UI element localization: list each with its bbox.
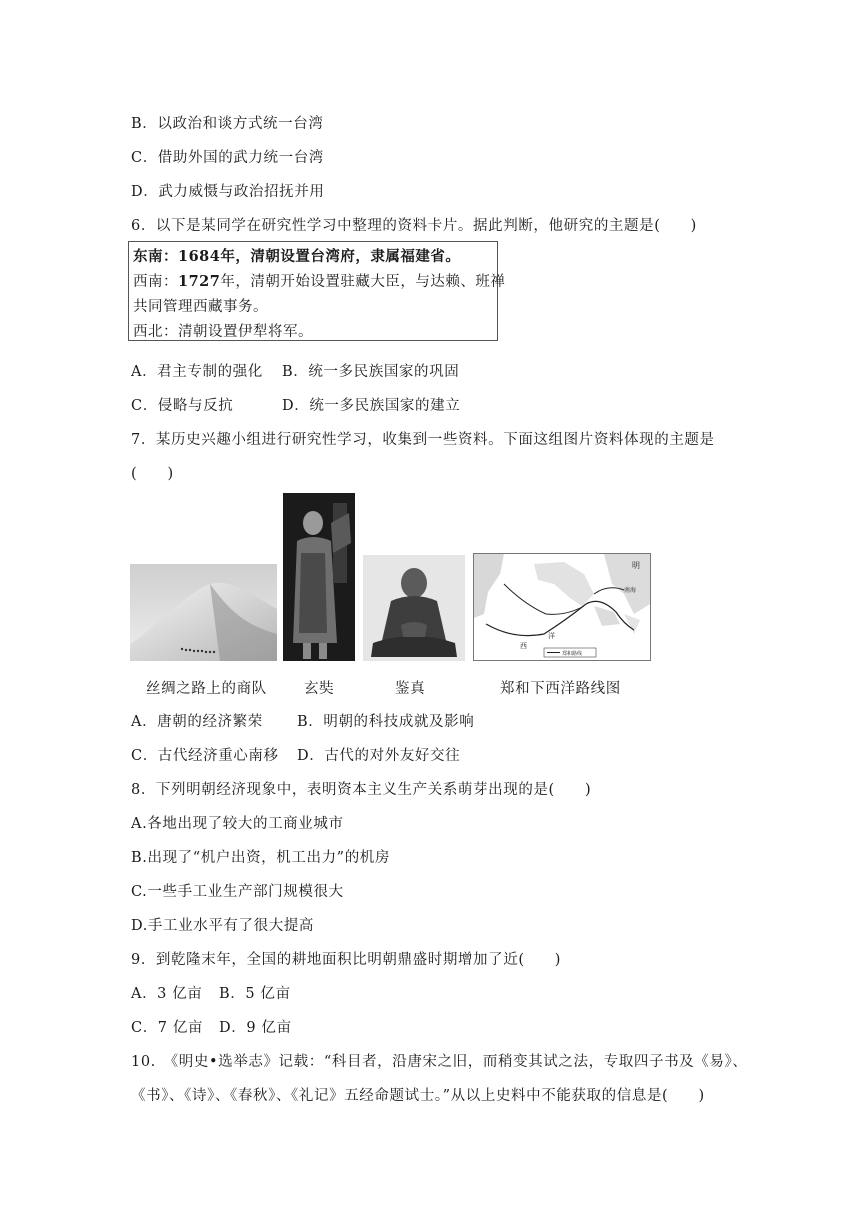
q7-stem: 7．某历史兴趣小组进行研究性学习，收集到一些资料。下面这组图片资料体现的主题是	[131, 432, 715, 448]
caption-zhenghe: 郑和下西洋路线图	[500, 681, 621, 697]
q8-option-a: A.各地出现了较大的工商业城市	[131, 816, 344, 832]
card-line-2: 西南：1727年，清朝开始设置驻藏大臣，与达赖、班禅	[133, 273, 506, 290]
card-line-1: 东南：1684年，清朝设置台湾府，隶属福建省。	[133, 248, 461, 265]
map-label-nanhai: 南海	[624, 587, 637, 594]
q6-option-c: C．侵略与反抗	[131, 398, 234, 414]
card-line-3: 共同管理西藏事务。	[133, 299, 268, 315]
jianzhen-image	[363, 555, 465, 661]
zheng-he-route-map	[473, 553, 651, 661]
card-line-4: 西北：清朝设置伊犁将军。	[133, 324, 313, 340]
q5-option-b: B．以政治和谈方式统一台湾	[131, 116, 324, 132]
map-label-yang: 洋	[548, 632, 555, 640]
q8-option-d: D.手工业水平有了很大提高	[131, 918, 315, 934]
q7-option-b: B．明朝的科技成就及影响	[297, 714, 475, 730]
caption-jianzhen: 鉴真	[395, 681, 426, 697]
q8-stem: 8．下列明朝经济现象中，表明资本主义生产关系萌芽出现的是( )	[131, 782, 592, 798]
q8-option-c: C.一些手工业生产部门规模很大	[131, 884, 344, 900]
q9-option-b: B．5 亿亩	[219, 986, 291, 1002]
q6-option-d: D．统一多民族国家的建立	[282, 398, 461, 414]
map-legend-text: 郑和路线	[562, 651, 583, 657]
q9-option-a: A．3 亿亩	[131, 986, 203, 1002]
caption-xuanzang: 玄奘	[304, 681, 335, 697]
q7-paren: ( )	[131, 466, 174, 482]
q6-material-card	[128, 241, 506, 341]
q5-option-c: C．借助外国的武力统一台湾	[131, 150, 324, 166]
q9-option-c: C．7 亿亩	[131, 1020, 204, 1036]
caption-caravan: 丝绸之路上的商队	[146, 681, 267, 697]
q7-option-c: C．古代经济重心南移	[131, 748, 279, 764]
q9-option-d: D．9 亿亩	[219, 1020, 292, 1036]
q7-option-a: A．唐朝的经济繁荣	[131, 714, 263, 730]
q10-stem-line-1: 10. 《明史•选举志》记载：“科目者，沿唐宋之旧，而稍变其试之法，专取四子书及《易》、	[131, 1054, 748, 1070]
xuanzang-image	[283, 493, 355, 661]
map-label-ming: 明	[632, 561, 640, 570]
q5-option-d: D．武力威慑与政治招抚并用	[131, 184, 325, 200]
q8-option-b: B.出现了“机户出资，机工出力”的机房	[131, 850, 390, 866]
q9-stem: 9．到乾隆末年，全国的耕地面积比明朝鼎盛时期增加了近( )	[131, 952, 562, 968]
q7-option-d: D．古代的对外友好交往	[297, 748, 461, 764]
q6-stem: 6．以下是某同学在研究性学习中整理的资料卡片。据此判断，他研究的主题是( )	[131, 218, 697, 234]
map-label-xi: 西	[520, 642, 527, 650]
silk-road-caravan-image	[130, 564, 277, 661]
q6-option-a: A．君主专制的强化	[131, 364, 263, 380]
q6-option-b: B．统一多民族国家的巩固	[282, 364, 460, 380]
q10-stem-line-2: 《书》、《诗》、《春秋》、《礼记》五经命题试士。”从以上史料中不能获取的信息是( )	[131, 1088, 705, 1104]
